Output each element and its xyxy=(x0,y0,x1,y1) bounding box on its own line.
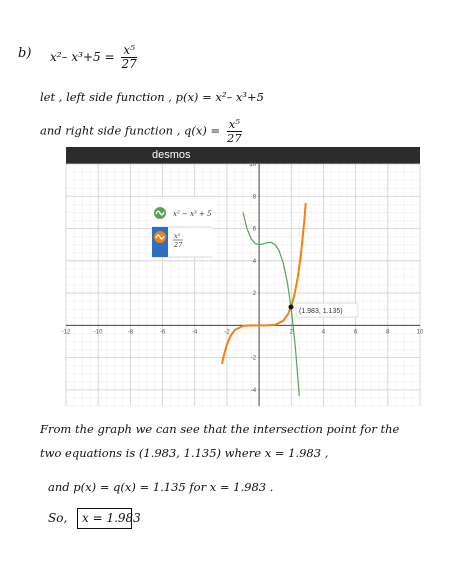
left-function-line: let , left side function , p(x) = x²– x³+5 xyxy=(40,90,264,104)
y-tick-label: -4 xyxy=(250,387,257,394)
x-tick-label: 8 xyxy=(386,329,390,336)
conclusion-line-2: two equations is (1.983, 1.135) where x = 1.983 , xyxy=(40,446,329,460)
equation-fraction xyxy=(121,44,137,71)
y-tick-label: 6 xyxy=(252,226,257,233)
right-function-text: and right side function , q(x) = xyxy=(40,123,221,138)
right-function-denominator: 27 xyxy=(227,131,242,145)
final-answer: x = 1.983 xyxy=(82,511,141,525)
expression-1-text[interactable]: x² − x³ + 5 xyxy=(173,210,212,218)
desmos-header-bar xyxy=(66,147,420,164)
right-function-numerator: x⁵ xyxy=(228,117,240,131)
x-tick-label: -8 xyxy=(127,329,134,336)
x-tick-label: -6 xyxy=(159,329,166,336)
expression-1-icon[interactable] xyxy=(154,207,166,219)
equation-denominator: 27 xyxy=(121,57,137,71)
equation xyxy=(50,44,137,71)
x-tick-label: 2 xyxy=(289,329,293,336)
y-tick-label: 4 xyxy=(252,258,257,265)
conclusion-line-1: From the graph we can see that the intersection point for the xyxy=(40,422,400,436)
y-tick-label: 2 xyxy=(252,291,257,298)
x-tick-label: 4 xyxy=(321,329,326,336)
x-tick-label: -12 xyxy=(61,329,71,336)
y-tick-label: 10 xyxy=(249,162,257,168)
intersection-label: (1.983, 1.135) xyxy=(298,308,343,316)
equation-numerator: x⁵ xyxy=(123,43,135,57)
intersection-point[interactable] xyxy=(288,303,358,317)
y-tick-label: 8 xyxy=(252,194,257,201)
x-tick-label: -2 xyxy=(224,329,230,336)
desmos-graph[interactable] xyxy=(61,162,424,406)
x-tick-label: -10 xyxy=(93,329,103,336)
part-label: b) xyxy=(18,46,32,61)
x-tick-label: 10 xyxy=(416,329,424,336)
right-function-fraction xyxy=(227,118,242,145)
equation-lhs: x²– x³+5 = xyxy=(50,50,115,64)
right-function-line xyxy=(40,118,242,145)
expression-2-icon[interactable] xyxy=(154,231,166,243)
expression-panel xyxy=(152,197,212,257)
expression-2-numerator[interactable]: x⁵ xyxy=(174,232,181,240)
y-tick-label: -2 xyxy=(250,355,257,362)
conclusion-line-3: and p(x) = q(x) = 1.135 for x = 1.983 . xyxy=(48,480,274,494)
conclusion-so: So, xyxy=(48,511,68,525)
x-tick-label: -4 xyxy=(192,329,198,336)
expression-2-denominator[interactable]: 27 xyxy=(174,241,183,249)
desmos-logo: desmos xyxy=(152,149,191,161)
x-tick-label: 6 xyxy=(353,329,358,336)
